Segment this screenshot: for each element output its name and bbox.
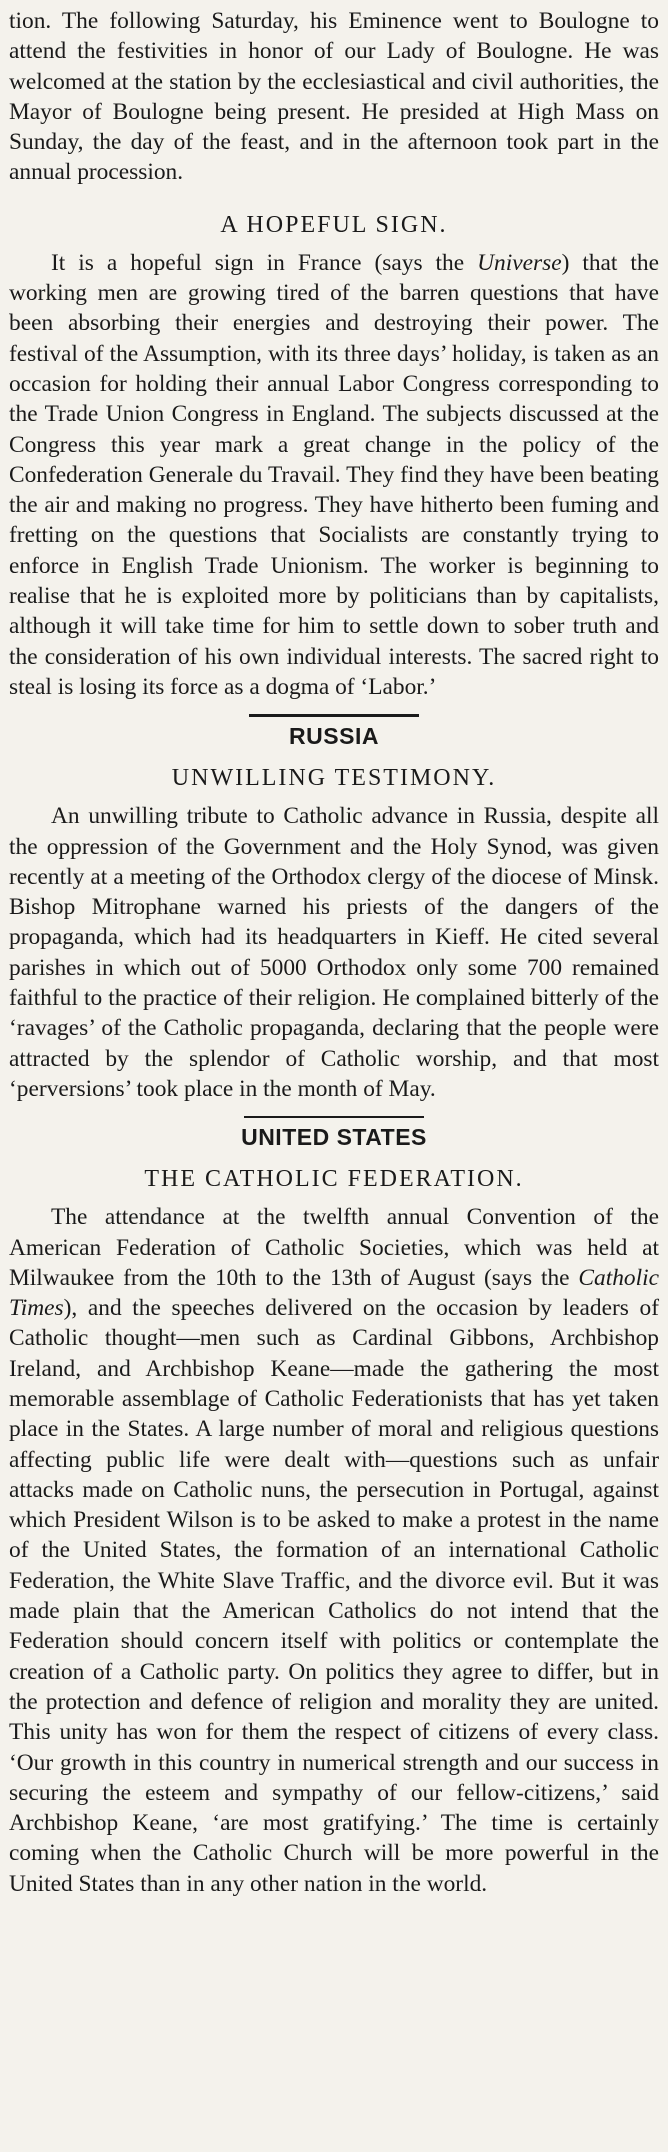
hopeful-sign-paragraph [9, 248, 659, 702]
catholic-federation-heading: THE CATHOLIC FEDERATION. [144, 1166, 524, 1193]
catholic-federation-text-start: The attendance at the twelfth annual Convention of the American Federation of Catholic Societies, which was held at Milwaukee from the 10th to the 13th of August (says the [9, 1204, 659, 1291]
hopeful-sign-text-start: It is a hopeful sign in France (says the [51, 249, 478, 276]
intro-paragraph: tion. The following Saturday, his Eminence went to Boulogne to attend the festivities in honor of our Lady of Boulogne. He was welcomed at the station by the ecclesiastical and civil authorities, the Mayor of Boulogne being present. He presided at High Mass on Sunday, the day of the feast, and in the afternoon took part in the annual procession. [9, 8, 659, 186]
unwilling-testimony-heading: UNWILLING TESTIMONY. [171, 765, 497, 792]
unwilling-testimony-paragraph: An unwilling tribute to Catholic advance in Russia, despite all the oppression of the Government and the Holy Synod, was given recently at a meeting of the Orthodox clergy of the diocese of Minsk. Bishop Mitrophane warned his priests of the dangers of the propaganda, which had its headquarters in Kieff. He cited several parishes in which out of 5000 Orthodox only some 700 remained faithful to the practice of their religion. He complained bitterly of the ‘ravages’ of the Catholic propaganda, declaring that the people were attracted by the splendor of Catholic worship, and that most ‘perversions’ took place in the month of May. [9, 803, 659, 1102]
catholic-federation-paragraph [9, 1202, 659, 1899]
catholic-federation-source: Catholic Times [9, 1264, 659, 1322]
catholic-federation-text-rest: ), and the speeches delivered on the occasion by leaders of Catholic thought—men such as Cardinal Gibbons, Archbishop Ireland, and Archbishop Keane—made the gathering the most memorable assemblage of Catholic Federationists that has yet taken place in the States. A large number of moral and religious questions affecting public life were dealt with—questions such as unfair attacks made on Catholic nuns, the persecution in Portugal, against which President Wilson is to be asked to make a protest in the name of the United States, the formation of an international Catholic Federation, the White Slave Traffic, and the divorce evil. But it was made plain that the American Catholics do not intend that the Federation should concern itself with politics or contemplate the creation of a Catholic party. On politics they agree to differ, but in the protection and defence of religion and morality they are united. This unity has won for them the respect of citizens of every class. ‘Our growth in this country in numerical strength and our success in securing the esteem and sympathy of our fellow-citizens,’ said Archbishop Keane, ‘are most gratifying.’ The time is certainly coming when the Catholic Church will be more powerful in the United States than in any other nation in the world. [9, 1295, 659, 1897]
hopeful-sign-source: Universe [477, 249, 562, 276]
united-states-section-heading: UNITED STATES [241, 1124, 427, 1151]
russia-section-heading: RUSSIA [289, 723, 379, 750]
hopeful-sign-text-rest: ) that the working men are growing tired of the barren questions that have been absorbing their energies and destroying their power. The festival of the Assumption, with its three days’ holiday, is taken as an occasion for holding their annual Labor Congress corresponding to the Trade Union Congress in England. The subjects discussed at the Congress this year mark a great change in the policy of the Confederation Generale du Travail. They find they have been beating the air and making no progress. They have hitherto been fuming and fretting on the questions that Socialists are constantly trying to enforce in English Trade Unionism. The worker is beginning to realise that he is exploited more by politicians than by capitalists, although it will take time for him to settle down to sober truth and the consideration of his own individual interests. The sacred right to steal is losing its force as a dogma of ‘Labor.’ [9, 249, 660, 700]
newspaper-column [9, 0, 659, 1899]
hopeful-sign-heading: A HOPEFUL SIGN. [220, 211, 448, 238]
